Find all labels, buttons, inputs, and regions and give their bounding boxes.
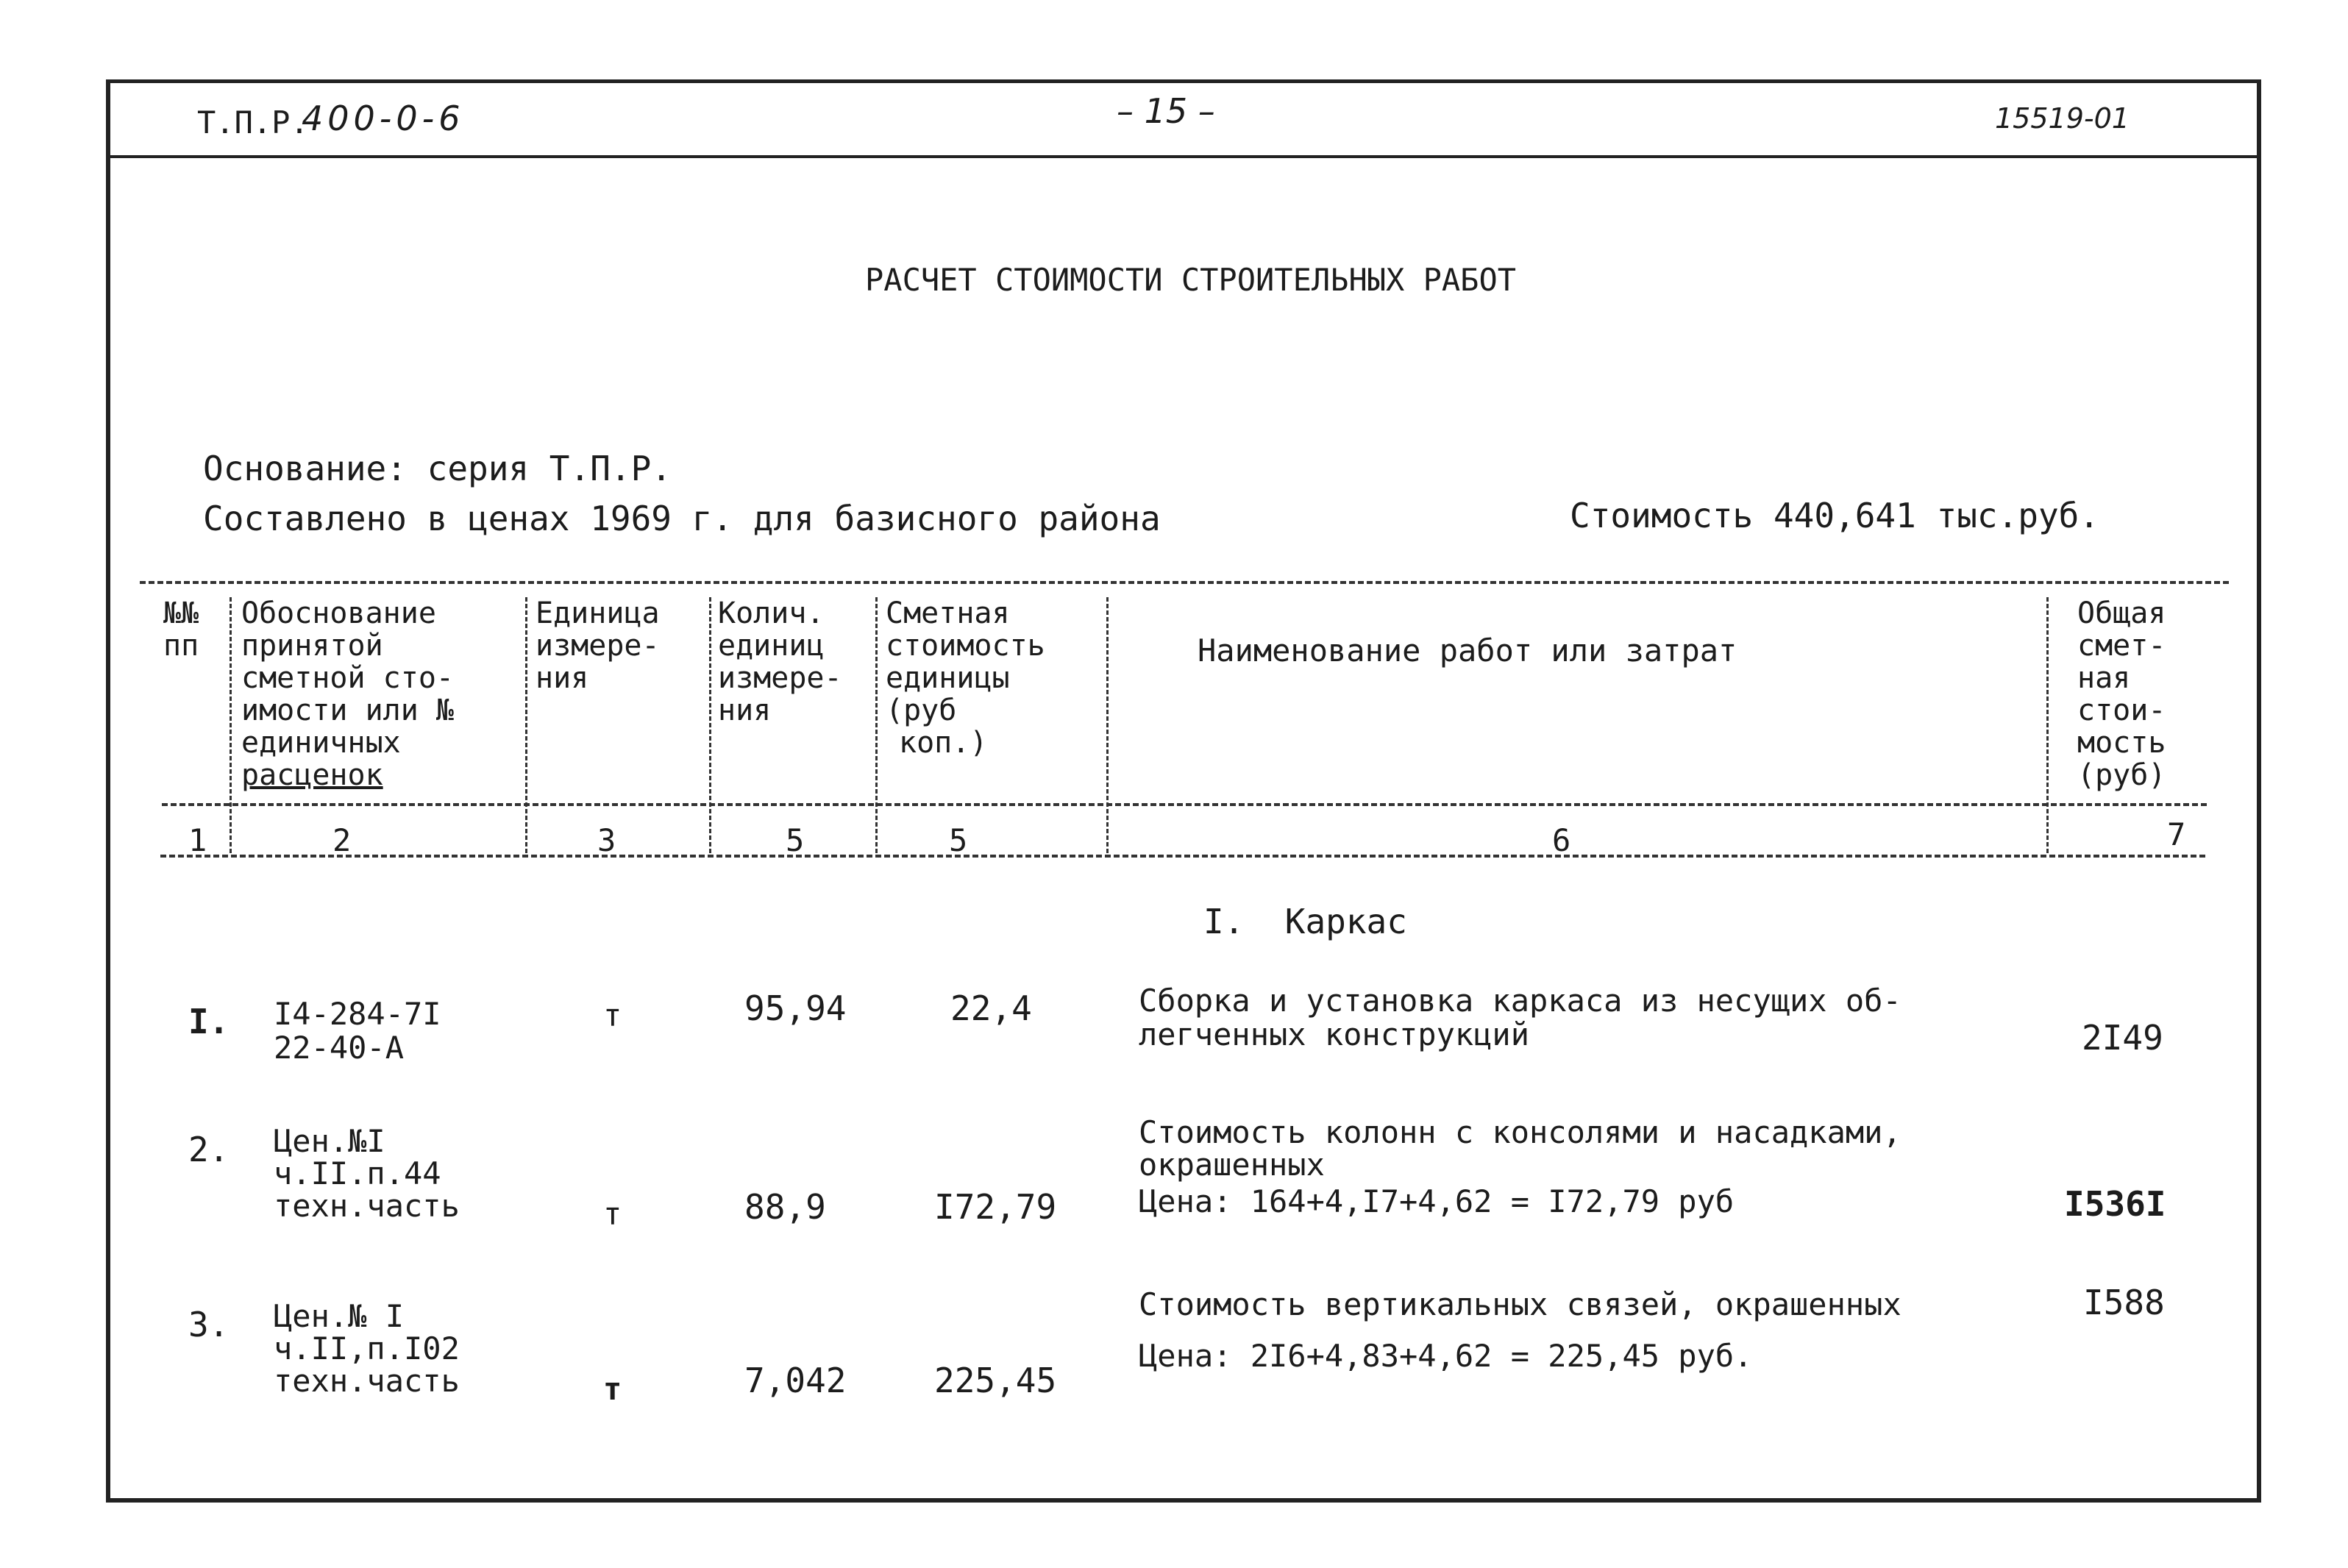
page-number: – 15 – <box>1117 91 1215 131</box>
row-3-name: Стоимость вертикальных связей, окрашенных Цена: 2I6+4,83+4,62 = 225,45 руб. <box>1139 1286 1901 1374</box>
col-number-1: 1 <box>188 822 207 858</box>
col-number-6: 6 <box>1552 822 1571 858</box>
basis-series: Основание: серия Т.П.Р. <box>203 449 672 488</box>
row-2-qty: 88,9 <box>744 1187 826 1227</box>
col-header-5: Сметная стоимость единицы (руб коп.) <box>886 596 1045 760</box>
row-3-total: I588 <box>2083 1283 2165 1322</box>
col-header-7: Общая смет- ная стои- мость (руб) <box>2077 596 2166 792</box>
col-number-5: 5 <box>949 822 968 858</box>
row-3-unit: т <box>603 1371 622 1407</box>
col-header-4: Колич. единиц измере- ния <box>718 596 842 727</box>
row-1-unit: т <box>603 997 622 1033</box>
row-1-num: I. <box>188 1002 230 1041</box>
total-cost: Стоимость 440,641 тыс.руб. <box>1570 496 2100 535</box>
row-2-unit: т <box>603 1196 622 1232</box>
row-1-total: 2I49 <box>2082 1018 2163 1058</box>
col-header-1: №№ пп <box>163 596 199 663</box>
col-number-3: 3 <box>597 822 616 858</box>
col-separator-2 <box>525 597 527 853</box>
row-1-basis: I4-284-7I 22-40-А <box>274 996 441 1066</box>
row-2-total: I536I <box>2064 1184 2166 1224</box>
archive-code: 15519-01 <box>1995 102 2130 135</box>
row-2-price: I72,79 <box>934 1187 1057 1227</box>
col-separator-3 <box>709 597 711 853</box>
col-header-6: Наименование работ или затрат <box>1198 632 1737 669</box>
row-3-price: 225,45 <box>934 1361 1057 1400</box>
col-header-3: Единица измере- ния <box>536 596 660 695</box>
col-number-4: 5 <box>786 822 805 858</box>
row-2-num: 2. <box>188 1130 230 1169</box>
row-1-name: Сборка и установка каркаса из несущих об- легченных конструкций <box>1139 983 1901 1052</box>
table-number-rule <box>160 855 2205 858</box>
col-separator-1 <box>230 597 232 853</box>
doc-number: 400-0-6 <box>302 99 465 138</box>
col-header-2: Обоснование принятой сметной сто- имости или № единичных расценок <box>241 596 454 792</box>
basis-prices: Составлено в ценах 1969 г. для базисного района <box>203 499 1161 538</box>
header-divider <box>110 155 2257 158</box>
section-title: I. Каркас <box>1203 902 1407 941</box>
row-3-num: 3. <box>188 1305 230 1344</box>
col-number-2: 2 <box>332 822 352 858</box>
row-2-basis: Цен.№I ч.II.п.44 техн.часть <box>274 1123 460 1224</box>
col-number-7: 7 <box>2167 816 2186 852</box>
col-separator-5 <box>1106 597 1109 853</box>
table-header-rule <box>162 803 2207 806</box>
row-1-qty: 95,94 <box>744 988 847 1028</box>
row-3-basis: Цен.№ I ч.II,п.I02 техн.часть <box>274 1298 460 1399</box>
page-title: РАСЧЕТ СТОИМОСТИ СТРОИТЕЛЬНЫХ РАБОТ <box>865 262 1517 298</box>
col-separator-4 <box>875 597 878 853</box>
row-3-qty: 7,042 <box>744 1361 847 1400</box>
table-top-rule <box>140 581 2229 584</box>
col-separator-6 <box>2046 597 2049 853</box>
doc-prefix: Т.П.Р. <box>197 104 309 140</box>
row-2-name: Стоимость колонн с консолями и насадками, окрашенных Цена: 164+4,I7+4,62 = I72,79 руб <box>1139 1114 1901 1219</box>
row-1-price: 22,4 <box>950 988 1032 1028</box>
